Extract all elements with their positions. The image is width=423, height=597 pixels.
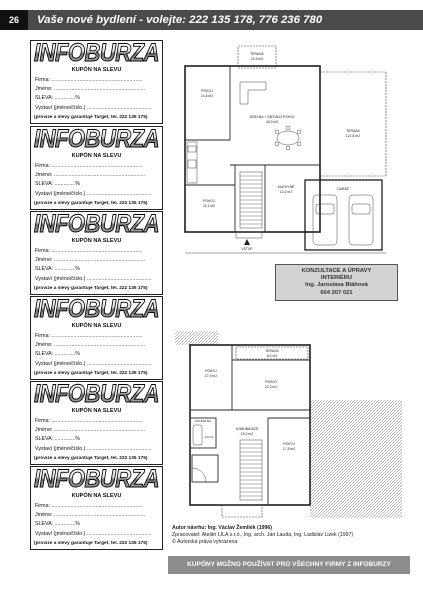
coupon-field-vystavi: Vystaví (jméno/číslo.) ............................................: [35, 105, 152, 111]
roof-hatch-line: [318, 434, 402, 518]
chair: [275, 130, 279, 134]
roof-hatch-line: [197, 331, 211, 345]
roof-hatch-line: [399, 515, 402, 518]
car-icon: [349, 195, 373, 245]
side-terrace-outline: [320, 72, 386, 176]
coupon-field-firma: Firma: ..............................................................: [35, 418, 143, 424]
consultation-title: KONZULTACE A ÚPRAVY: [301, 268, 372, 274]
roof-hatch-line: [310, 401, 402, 493]
coupon-guarantee-note: (provize a slevy garantuje Target, tel. 222 135 175): [34, 371, 148, 376]
roof-hatch-line: [396, 512, 402, 518]
roof-hatch-line: [310, 400, 355, 445]
corner-bath-icon: [192, 468, 206, 482]
discount-coupon: [30, 466, 163, 550]
entrance-porch-outline: [222, 505, 262, 517]
discount-coupon: [30, 126, 163, 210]
room-area: 19,2 m2: [240, 432, 254, 436]
entrance-steps: [236, 232, 262, 238]
roof-hatch-line: [336, 452, 402, 518]
coupon-guarantee-note: (provize a slevy garantuje Target, tel. 222 135 175): [34, 286, 148, 291]
infoburza-logo: INFOBURZA: [31, 213, 162, 234]
stove: [188, 160, 196, 168]
roof-hatch-line: [310, 410, 402, 502]
roof-hatch-line: [203, 331, 217, 345]
coupon-field-firma: Firma: ..............................................................: [35, 163, 143, 169]
roof-hatch-line: [348, 464, 402, 518]
roof-hatch-line: [310, 400, 358, 448]
room-name: KOUPELNA: [195, 419, 211, 423]
table-top: [277, 131, 299, 145]
interior-consultation-box: [275, 264, 398, 301]
roof-hatch-line: [179, 331, 193, 345]
roof-hatch-line: [339, 455, 402, 518]
roof-hatch-line: [330, 446, 402, 518]
roof-hatch-line: [310, 400, 322, 412]
chair: [286, 146, 290, 150]
upper-floor-plan: [172, 328, 408, 524]
roof-hatch-line: [182, 331, 196, 345]
roof-hatch-line: [310, 422, 402, 514]
room-name: POKOJ: [203, 199, 215, 203]
roof-hatch-line: [345, 461, 402, 518]
roof-hatch-line: [176, 331, 190, 345]
discount-coupon: [30, 40, 163, 124]
roof-hatch-line: [310, 400, 385, 475]
coupon-field-vystavi: Vystaví (jméno/číslo.) ............................................: [35, 446, 152, 452]
consultant-name: Ing. Jaroslava Bláhová: [305, 282, 368, 289]
car-windshield: [316, 204, 334, 214]
room-area: 43,9 m2: [265, 120, 279, 124]
roof-hatch-line: [310, 416, 402, 508]
infoburza-logo: INFOBURZA: [31, 298, 162, 319]
room-area: 4,9 m2: [204, 435, 214, 439]
coupon-field-firma: Firma: ..............................................................: [35, 503, 143, 509]
roof-hatch-line: [310, 404, 402, 496]
roof-hatch-line: [185, 331, 199, 345]
roof-hatch-line: [310, 400, 346, 436]
roof-hatch-line: [310, 400, 334, 424]
roof-hatch-line: [175, 331, 181, 337]
room-name: KUCHYNĚ: [277, 185, 295, 189]
coupon-field-sleva: SLEVA: ..............%: [35, 266, 80, 272]
roof-area: [175, 331, 218, 345]
room-name: TERASA: [346, 129, 360, 133]
roof-hatch-line: [310, 400, 394, 484]
staircase: [240, 172, 262, 228]
roof-hatch-line: [310, 400, 397, 487]
roof-hatch-line: [175, 331, 187, 343]
ground-floor-plan: [176, 40, 408, 258]
room-area: 22,3 m2: [264, 385, 278, 389]
coupon-field-jmeno: Jméno: ..............................................................: [35, 172, 146, 178]
small-bathroom: [192, 455, 218, 482]
coupon-guarantee-note: (provize a slevy garantuje Target, tel. 222 135 175): [34, 541, 148, 546]
coupon-heading: KUPÓN NA SLEVU: [71, 323, 122, 329]
page-header-title: Vaše nové bydlení - volejte: 222 135 178, 776 236 780: [28, 10, 423, 30]
coupon-field-firma: Firma: ..............................................................: [35, 333, 143, 339]
sofa: [240, 82, 266, 104]
room-name: KOMUNIKACE: [235, 427, 259, 431]
chair: [297, 130, 301, 134]
roof-hatch-line: [366, 482, 402, 518]
coupon-field-sleva: SLEVA: ..............%: [35, 521, 80, 527]
staircase-outline: [240, 440, 262, 500]
discount-coupon: [30, 211, 163, 295]
roof-hatch-line: [315, 431, 402, 518]
roof-hatch-line: [378, 494, 402, 518]
car-icon: [313, 195, 337, 245]
coupon-guarantee-note: (provize a slevy garantuje Target, tel. 222 135 175): [34, 456, 148, 461]
roof-hatch-line: [387, 503, 402, 518]
infoburza-logo: INFOBURZA: [31, 383, 162, 404]
coupon-field-vystavi: Vystaví (jméno/číslo.) ............................................: [35, 276, 152, 282]
roof-hatch-line: [310, 413, 402, 505]
footer-banner: KUPÓNY MOŽNO POUŽÍVAT PRO VŠECHNY FIRMY Z INFOBURZY: [168, 556, 410, 574]
bathtub-icon: [193, 425, 202, 445]
entrance-label: VSTUP: [241, 247, 253, 251]
chair: [286, 126, 290, 130]
room-name: TERASA: [265, 349, 279, 353]
room-area: 11,1 m2: [203, 204, 215, 208]
coupon-heading: KUPÓN NA SLEVU: [71, 238, 122, 244]
roof-area: [310, 400, 402, 518]
coupon-guarantee-note: (provize a slevy garantuje Target, tel. 222 135 175): [34, 115, 148, 120]
roof-hatch-line: [310, 400, 376, 466]
coupon-field-jmeno: Jméno: ..............................................................: [35, 257, 146, 263]
roof-hatch-line: [310, 400, 343, 433]
chair: [297, 142, 301, 146]
coupon-field-sleva: SLEVA: ..............%: [35, 95, 80, 101]
coupon-field-jmeno: Jméno: ..............................................................: [35, 512, 146, 518]
roof-hatch-line: [191, 331, 205, 345]
roof-hatch-line: [310, 425, 402, 517]
room-name: POKOJ: [201, 89, 213, 93]
roof-hatch-line: [310, 400, 382, 472]
counter-outline: [187, 142, 197, 183]
sink: [188, 146, 196, 152]
credit-processor: Zpracovatel: Ateliér LILA s.r.o., Ing. arch. Jan Lauda, Ing. Ladislav Lizek (1997): [172, 532, 354, 538]
room-area: 14,5 m2: [200, 94, 214, 98]
roof-hatch-line: [212, 339, 218, 345]
coupon-field-sleva: SLEVA: ..............%: [35, 181, 80, 187]
credit-author: Autor návrhu: Ing. Václav Žemlièk (1996): [172, 525, 273, 531]
room-area: 13,2 m2: [279, 190, 293, 194]
credit-copyright: © Autorská práva vyhrazena: [172, 539, 238, 545]
room-area: 17,8 m2: [282, 447, 296, 451]
coupon-heading: KUPÓN NA SLEVU: [71, 493, 122, 499]
room-name: POKOJ: [265, 380, 277, 384]
roof-hatch-line: [375, 491, 402, 518]
roof-hatch-line: [327, 443, 402, 518]
consultant-phone: 604 207 021: [320, 289, 353, 296]
room-name: POKOJ: [205, 369, 217, 373]
coupon-field-vystavi: Vystaví (jméno/číslo.) ............................................: [35, 361, 152, 367]
coupon-guarantee-note: (provize a slevy garantuje Target, tel. 222 135 175): [34, 201, 148, 206]
coupon-field-sleva: SLEVA: ..............%: [35, 436, 80, 442]
roof-hatch-line: [357, 473, 402, 518]
roof-hatch-line: [310, 400, 367, 457]
roof-hatch-line: [369, 485, 402, 518]
roof-hatch-line: [188, 331, 202, 345]
coupon-field-firma: Firma: ..............................................................: [35, 77, 143, 83]
coupon-heading: KUPÓN NA SLEVU: [71, 153, 122, 159]
car-windshield: [352, 204, 370, 214]
roof-hatch-line: [310, 400, 373, 463]
roof-hatch-line: [310, 419, 402, 511]
room-area: 22,5 m2: [250, 57, 264, 61]
roof-hatch-line: [310, 407, 402, 499]
coupon-field-vystavi: Vystaví (jméno/číslo.) ............................................: [35, 531, 152, 537]
roof-hatch-line: [175, 331, 178, 334]
discount-coupon: [30, 296, 163, 380]
room-area: 8,0 m2: [266, 354, 278, 358]
room-area: 17,9 m2: [204, 374, 218, 378]
infoburza-logo: INFOBURZA: [31, 128, 162, 149]
roof-hatch-line: [310, 400, 316, 406]
coupon-field-vystavi: Vystaví (jméno/číslo.) ............................................: [35, 191, 152, 197]
coupon-field-jmeno: Jméno: ..............................................................: [35, 342, 146, 348]
kitchen-counter: [187, 142, 197, 183]
consultation-title: INTERIÉRU: [320, 275, 353, 282]
roof-hatch-line: [206, 333, 218, 345]
roof-hatch-line: [200, 331, 214, 345]
coupon-field-jmeno: Jméno: ..............................................................: [35, 427, 146, 433]
page-number: 26: [0, 10, 28, 30]
infoburza-logo: INFOBURZA: [31, 42, 162, 63]
coupon-field-jmeno: Jméno: ..............................................................: [35, 86, 146, 92]
dining-table: [275, 126, 301, 150]
coupon-heading: KUPÓN NA SLEVU: [71, 408, 122, 414]
room-name: TERASA: [250, 52, 264, 56]
roof-hatch-line: [310, 400, 325, 415]
room-area: 121,8 m2: [345, 134, 361, 138]
infoburza-logo: INFOBURZA: [31, 468, 162, 489]
room-name: GARÁŽ: [337, 187, 349, 191]
roof-hatch-line: [310, 400, 364, 454]
discount-coupon: [30, 381, 163, 465]
roof-hatch-line: [310, 400, 337, 427]
staircase: [240, 440, 262, 500]
entrance-arrow-icon: [244, 239, 250, 245]
coupon-heading: KUPÓN NA SLEVU: [71, 67, 122, 73]
plan-credits: [172, 525, 408, 546]
room-name: POKOJ: [283, 442, 295, 446]
room-name: JÍDELNA + OBÝVACÍ POKOJ: [249, 115, 295, 119]
coupon-field-firma: Firma: ..............................................................: [35, 248, 143, 254]
roof-hatch-line: [390, 506, 402, 518]
roof-hatch-line: [194, 331, 208, 345]
chair: [275, 142, 279, 146]
coupon-field-sleva: SLEVA: ..............%: [35, 351, 80, 357]
roof-hatch-line: [354, 470, 402, 518]
